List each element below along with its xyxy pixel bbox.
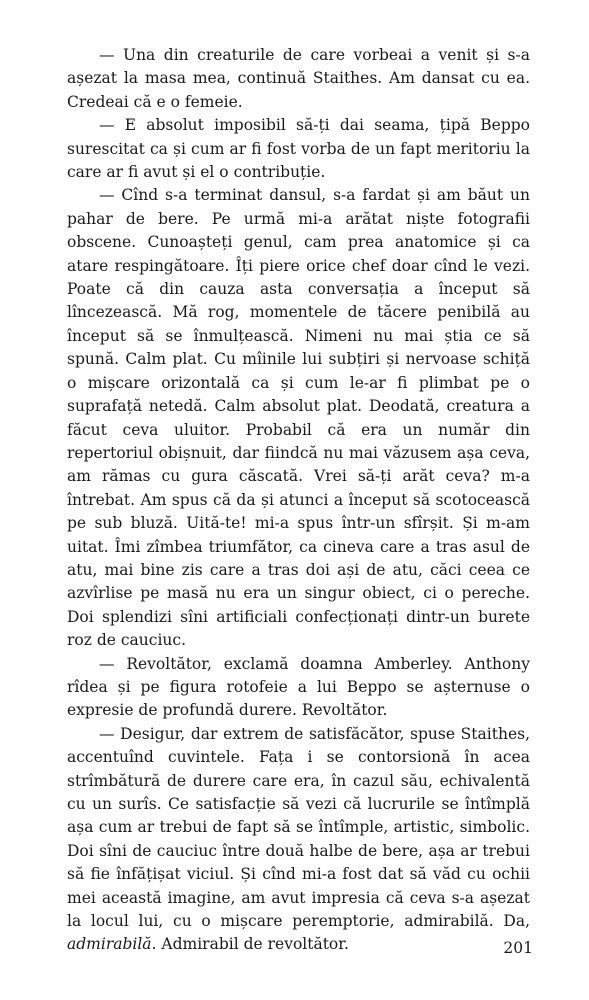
- paragraph-last: [67, 723, 530, 957]
- paragraph: — Una din creaturile de care vorbeai a venit și s-a așezat la masa mea, continuă Staithes. Am dansat cu ea. Credeai că e o femeie.: [67, 46, 530, 111]
- paragraph: — Revoltător, exclamă doamna Amberley. Anthony rîdea și pe figura rotofeie a lui Beppo se așternuse o expresie de profundă durere. Revoltător.: [67, 654, 530, 720]
- paragraph-last-text: — Desigur, dar extrem de satisfăcător, spuse Staithes, accentuînd cuvintele. Fața i se contorsionă în acea strîmbătură de durere care era, în cazul său, echivalentă cu un surîs. Ce satisfacție să vezi că lucrurile se întîmplă așa cum ar trebui de fapt să se întîmple, artistic, simbolic. Doi sîni de cauciuc între două halbe de bere, așa ar trebui să fie înfățișat viciul. Și cînd mi-a fost dat să văd cu ochii mei această imagine, am avut impresia că ceva s-a așezat la locul lui, cu o mișcare peremptorie, admirabilă. Da,: [67, 724, 530, 931]
- paragraph: — Cînd s-a terminat dansul, s-a fardat și am băut un pahar de bere. Pe urmă mi-a arătat niște fotografii obscene. Cunoașteți genul, cam prea anatomice și ca atare respingătoare. Îți piere orice chef doar cînd le vezi. Poate că din cauza asta conversația a început să lîncezească. Mă rog, momentele de tăcere penibilă au început să se înmulțească. Nimeni nu mai știa ce să spună. Calm plat. Cu mîinile lui subțiri și nervoase schiță o mișcare orizontală ca și cum le-ar fi plimbat pe o suprafață netedă. Calm absolut plat. Deodată, creatura a făcut ceva uluitor. Probabil că era un număr din repertoriul obișnuit, dar fiindcă nu mai văzusem așa ceva, am rămas cu gura căscată. Vrei să-ți arăt ceva? m-a întrebat. Am spus că da și atunci a început să scotocească pe sub bluză. Uită-te! mi-a spus într-un sfîrșit. Și m-am uitat. Îmi zîmbea triumfător, ca cineva care a tras asul de atu, mai bine zis care a tras doi ași de atu, căci ceea ce azvîrlise pe masă nu era un singur obiect, ci o pereche. Doi splendizi sîni artificiali confecționați dintr-un burete roz de cauciuc.: [67, 186, 530, 650]
- paragraph-last-tail: . Admirabil de revoltător.: [151, 935, 349, 954]
- book-page-text: [67, 44, 530, 957]
- emphasized-word: admirabilă: [67, 935, 152, 954]
- page-number: 201: [503, 939, 533, 957]
- paragraph: — E absolut imposibil să-ți dai seama, țipă Beppo surescitat ca și cum ar fi fost vorba de un fapt meritoriu la care ar fi avut și el o contribuție.: [67, 116, 530, 182]
